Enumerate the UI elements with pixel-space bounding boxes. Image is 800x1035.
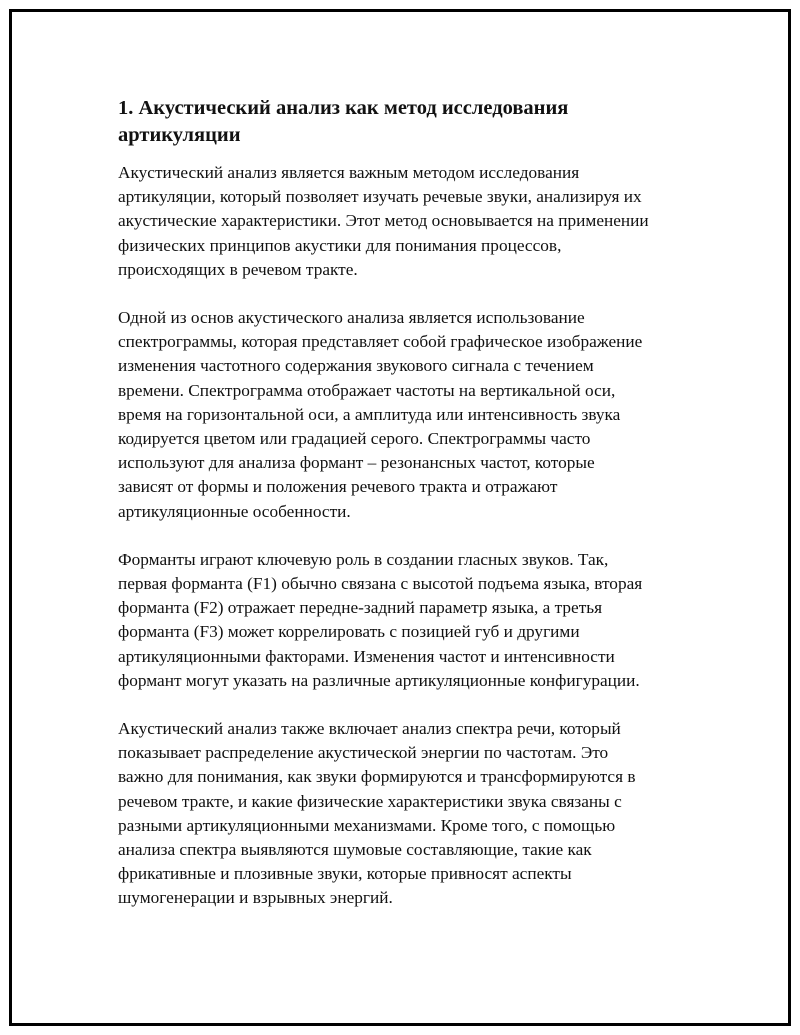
- paragraph-intro: [118, 161, 698, 282]
- text-line: форманта (F2) отражает передне-задний параметр языка, а третья: [118, 598, 603, 618]
- text-line: изменения частотного содержания звукового сигнала с течением: [118, 356, 594, 376]
- text-line: фрикативные и плозивные звуки, которые привносят аспекты: [118, 864, 572, 884]
- text-line: разными артикуляционными механизмами. Кроме того, с помощью: [118, 815, 616, 835]
- text-line: физических принципов акустики для понимания процессов,: [118, 235, 562, 255]
- text-line: показывает распределение акустической энергии по частотам. Это: [118, 743, 609, 763]
- text-line: артикуляции, который позволяет изучать речевые звуки, анализируя их: [118, 187, 642, 207]
- text-line: важно для понимания, как звуки формируются и трансформируются в: [118, 767, 636, 787]
- text-line: акустические характеристики. Этот метод основывается на применении: [118, 211, 649, 231]
- text-line: происходящих в речевом тракте.: [118, 259, 358, 279]
- text-line: анализа спектра выявляются шумовые составляющие, такие как: [118, 840, 592, 860]
- text-line: артикуляционными факторами. Изменения частот и интенсивности: [118, 646, 615, 666]
- document-body: [118, 95, 698, 935]
- text-line: первая форманта (F1) обычно связана с высотой подъема языка, вторая: [118, 574, 643, 594]
- text-line: форманта (F3) может коррелировать с позицией губ и другими: [118, 622, 580, 642]
- paragraph-spectrogram: [118, 306, 698, 524]
- heading-line: артикуляции: [118, 124, 241, 146]
- text-line: зависят от формы и положения речевого тракта и отражают: [118, 477, 558, 497]
- text-line: спектрограммы, которая представляет собой графическое изображение: [118, 332, 643, 352]
- section-heading: [118, 95, 698, 149]
- text-line: используют для анализа формант – резонансных частот, которые: [118, 453, 595, 473]
- text-line: Акустический анализ является важным методом исследования: [118, 163, 580, 182]
- text-line: речевом тракте, и какие физические характеристики звука связаны с: [118, 791, 622, 811]
- text-line: Акустический анализ также включает анализ спектра речи, который: [118, 719, 621, 739]
- text-line: шумогенерации и взрывных энергий.: [118, 888, 393, 908]
- heading-line: 1. Акустический анализ как метод исследования: [118, 97, 569, 119]
- text-line: формант могут указать на различные артикуляционные конфигурации.: [118, 670, 640, 690]
- text-line: Одной из основ акустического анализа является использование: [118, 308, 585, 328]
- text-line: Форманты играют ключевую роль в создании гласных звуков. Так,: [118, 549, 609, 569]
- paragraph-spectrum: [118, 717, 698, 911]
- text-line: кодируется цветом или градацией серого. Спектрограммы часто: [118, 429, 591, 449]
- text-line: время на горизонтальной оси, а амплитуда или интенсивность звука: [118, 404, 621, 424]
- text-line: времени. Спектрограмма отображает частоты на вертикальной оси,: [118, 380, 616, 400]
- text-line: артикуляционные особенности.: [118, 501, 351, 521]
- paragraph-formants: [118, 548, 698, 693]
